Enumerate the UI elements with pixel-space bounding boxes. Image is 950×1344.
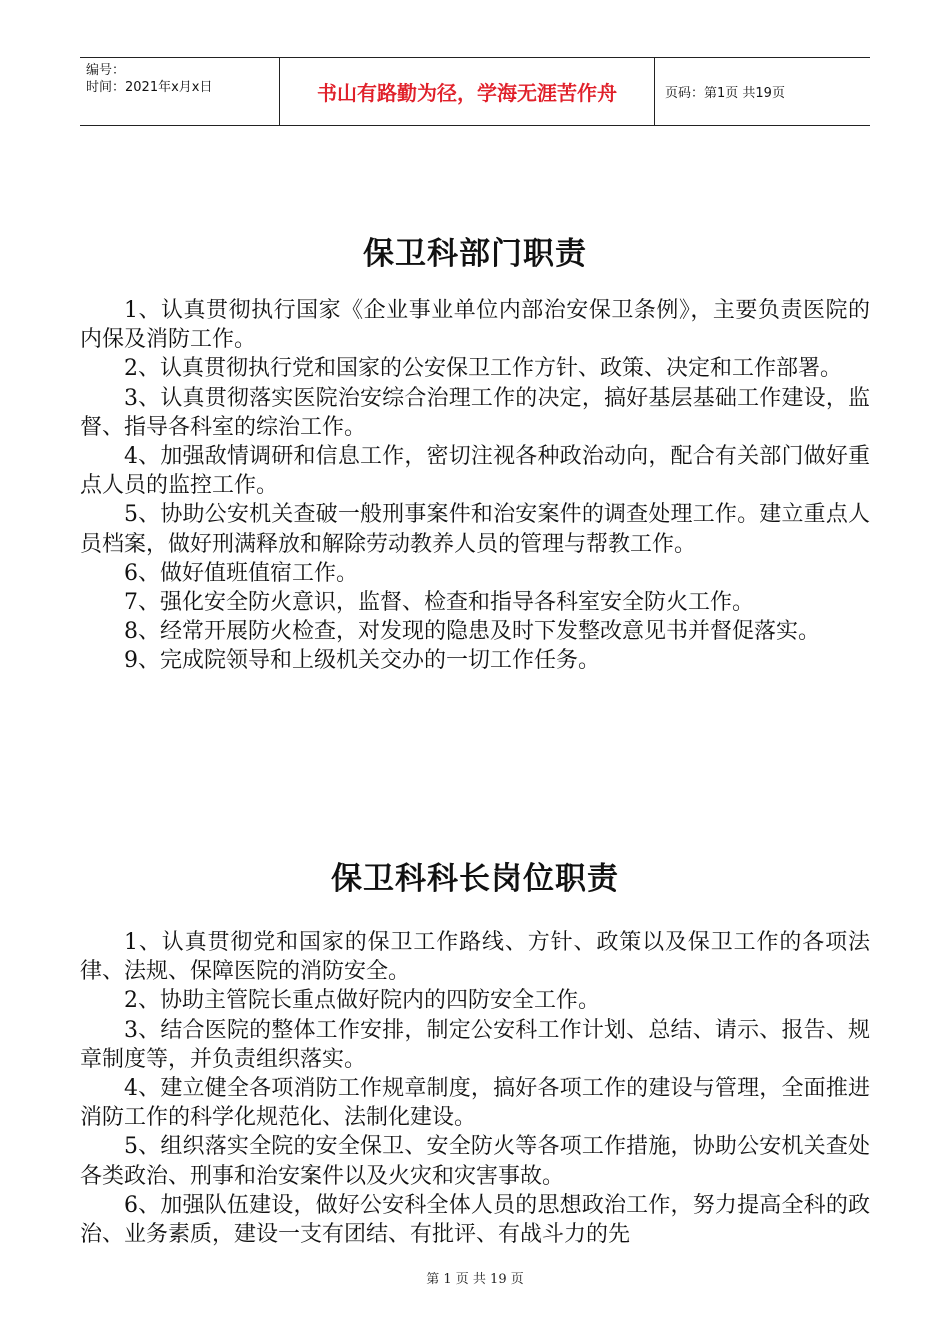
duty-item: 1、认真贯彻党和国家的保卫工作路线、方针、政策以及保卫工作的各项法律、法规、保障医院的消防安全。 xyxy=(80,930,870,985)
document-time-label: 时间：2021年x月x日 xyxy=(86,80,213,95)
duty-item: 3、认真贯彻落实医院治安综合治理工作的决定，搞好基层基础工作建设，监督、指导各科室的综治工作。 xyxy=(80,385,870,440)
duty-item: 4、加强敌情调研和信息工作，密切注视各种政治动向，配合有关部门做好重点人员的监控工作。 xyxy=(80,444,870,499)
chief-duties-body xyxy=(80,928,870,1249)
duty-item: 4、建立健全各项消防工作规章制度，搞好各项工作的建设与管理，全面推进消防工作的科学化规范化、法制化建设。 xyxy=(80,1076,870,1131)
header-meta xyxy=(80,58,280,125)
document-number-label: 编号： xyxy=(86,63,126,78)
duty-item: 7、强化安全防火意识，监督、检查和指导各科室安全防火工作。 xyxy=(124,590,754,616)
document-header xyxy=(80,57,870,126)
duty-item: 2、认真贯彻执行党和国家的公安保卫工作方针、政策、决定和工作部署。 xyxy=(124,356,842,382)
duty-item: 1、认真贯彻执行国家《企业事业单位内部治安保卫条例》，主要负责医院的内保及消防工作。 xyxy=(80,298,870,353)
duty-item: 6、做好值班值宿工作。 xyxy=(124,560,358,586)
header-page-number: 页码：第1页 共19页 xyxy=(665,86,785,101)
duty-item: 9、完成院领导和上级机关交办的一切工作任务。 xyxy=(124,648,600,674)
duty-item: 3、结合医院的整体工作安排，制定公安科工作计划、总结、请示、报告、规章制度等，并负责组织落实。 xyxy=(80,1017,870,1072)
section-title-chief-duties: 保卫科科长岗位职责 xyxy=(331,861,619,897)
duty-item: 5、协助公安机关查破一般刑事案件和治安案件的调查处理工作。建立重点人员档案，做好刑满释放和解除劳动教养人员的管理与帮教工作。 xyxy=(80,502,870,557)
page-footer: 第 1 页 共 19 页 xyxy=(426,1272,524,1287)
duty-item: 6、加强队伍建设，做好公安科全体人员的思想政治工作，努力提高全科的政治、业务素质，建设一支有团结、有批评、有战斗力的先 xyxy=(80,1192,870,1248)
duty-item: 8、经常开展防火检查，对发现的隐患及时下发整改意见书并督促落实。 xyxy=(124,619,820,645)
section-title-department-duties: 保卫科部门职责 xyxy=(363,236,587,272)
duty-item: 5、组织落实全院的安全保卫、安全防火等各项工作措施，协助公安机关查处各类政治、刑事和治安案件以及火灾和灾害事故。 xyxy=(80,1134,870,1189)
header-motto: 书山有路勤为径，学海无涯苦作舟 xyxy=(280,58,655,125)
department-duties-body xyxy=(80,296,870,676)
duty-item: 2、协助主管院长重点做好院内的四防安全工作。 xyxy=(124,988,600,1014)
